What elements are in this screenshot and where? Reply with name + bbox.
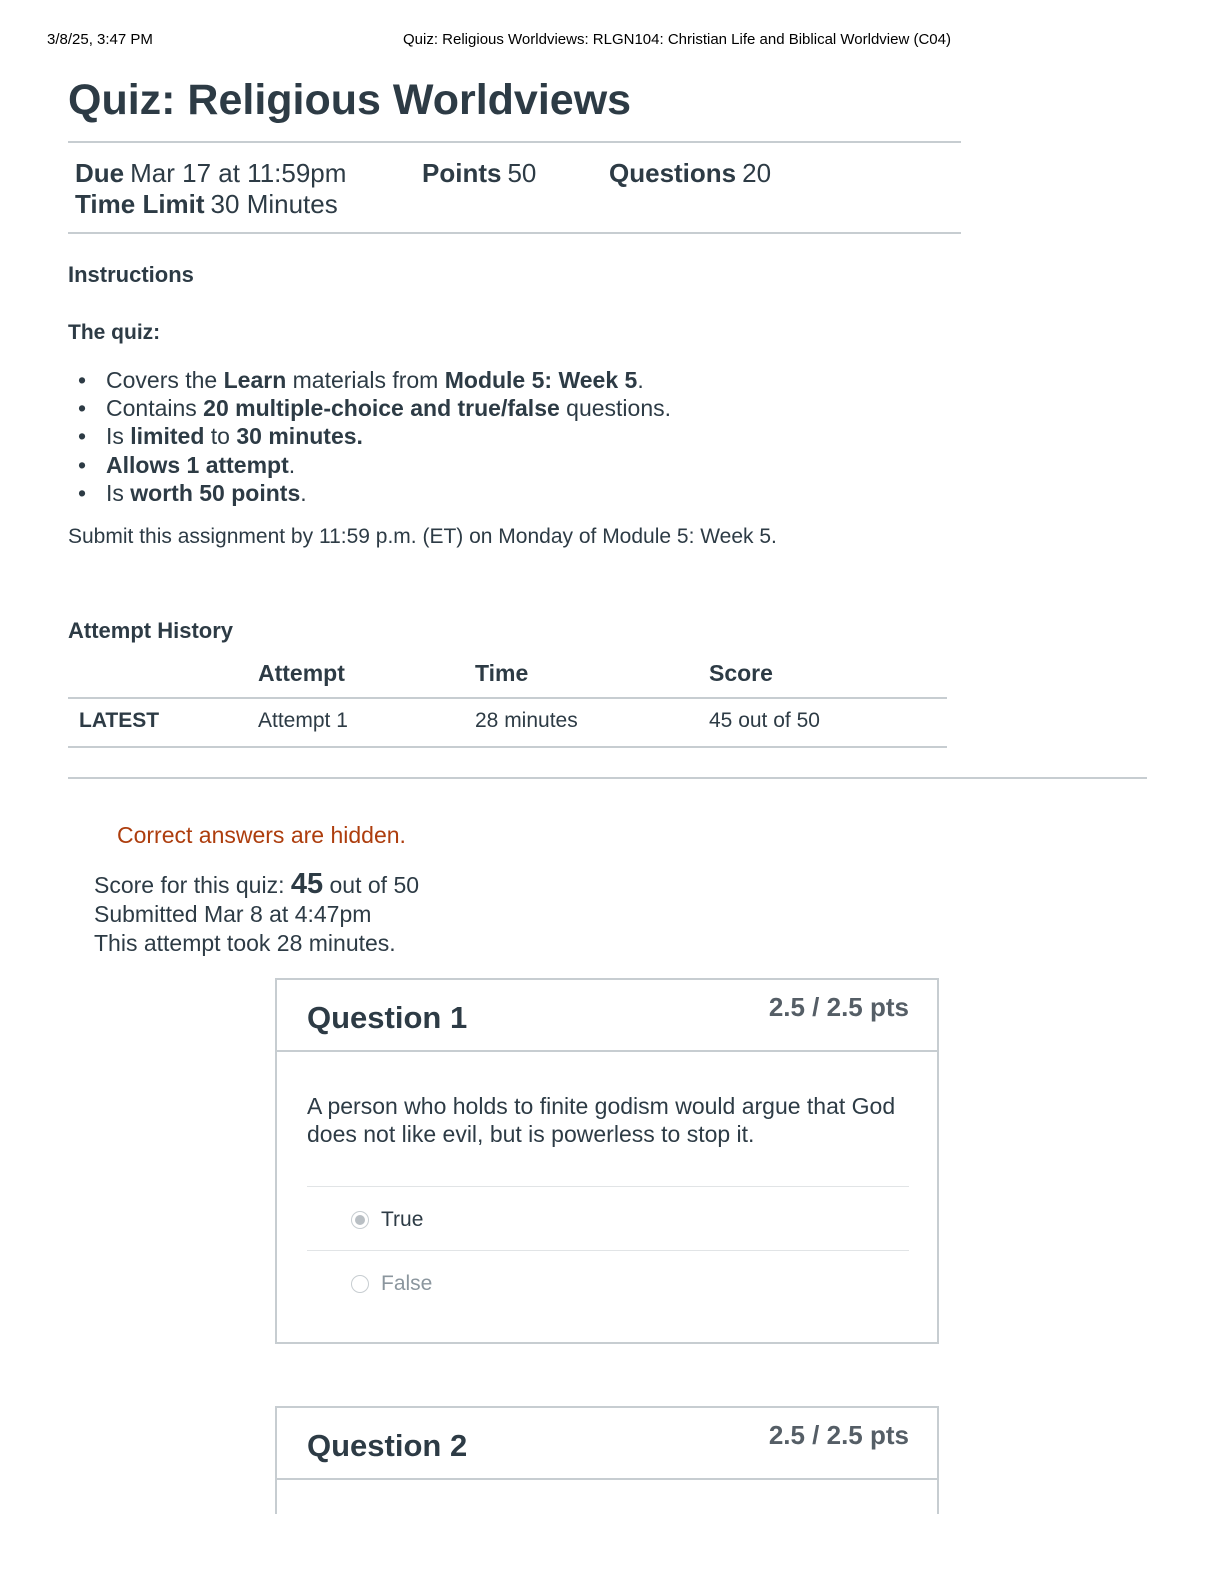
instructions-subheading: The quiz: [68,321,161,344]
questions-value: 20 [742,158,772,188]
question-count [609,157,771,189]
time-limit-label: Time Limit [75,189,205,219]
score-value: 45 [290,868,324,900]
radio-selected-icon[interactable] [351,1211,369,1229]
print-header [0,31,1224,51]
due-label: Due [75,158,125,188]
column-header-time: Time [475,660,529,686]
section-divider [68,777,1147,779]
latest-tag: LATEST [79,709,160,732]
correct-answers-hidden-notice: Correct answers are hidden. [117,822,406,848]
time-limit-value: 30 Minutes [210,189,338,219]
column-header-score: Score [709,660,773,686]
score-summary [94,870,419,958]
question-header [277,980,937,1052]
question-points: 2.5 / 2.5 pts [768,992,909,1022]
due-value: Mar 17 at 11:59pm [130,158,347,188]
column-header-attempt: Attempt [258,660,345,686]
table-row-divider [68,746,947,748]
attempt-time: 28 minutes [475,709,578,732]
instruction-item: • Covers the Learn materials from Module 5: Week 5. [78,366,671,394]
page-title: Quiz: Religious Worldviews [68,76,632,124]
instruction-item: • Is limited to 30 minutes. [78,422,671,450]
print-page-title: Quiz: Religious Worldviews: RLGN104: Christian Life and Biblical Worldview (C04) [403,31,951,48]
points-value: 50 [507,158,537,188]
radio-unselected-icon[interactable] [351,1275,369,1293]
instruction-item: • Allows 1 attempt. [78,451,671,479]
instruction-item: • Contains 20 multiple-choice and true/false questions. [78,394,671,422]
print-date: 3/8/25, 3:47 PM [47,31,153,48]
answer-false[interactable] [351,1272,432,1296]
question-title: Question 1 [307,1000,468,1035]
answer-divider [307,1186,909,1187]
time-limit [75,188,338,220]
attempt-link[interactable]: Attempt 1 [258,709,348,732]
question-card [275,978,939,1344]
instructions-list [78,366,671,507]
questions-label: Questions [609,158,737,188]
question-card [275,1406,939,1514]
question-text: A person who holds to finite godism would argue that God does not like evil, but is powerless to stop it. [307,1093,896,1147]
question-header [277,1408,937,1480]
answer-divider [307,1250,909,1251]
question-points: 2.5 / 2.5 pts [768,1420,909,1450]
points-label: Points [422,158,502,188]
question-title: Question 2 [307,1428,468,1463]
attempt-score: 45 out of 50 [709,709,820,732]
instruction-item: • Is worth 50 points. [78,479,671,507]
meta-divider [68,232,961,234]
answer-label: True [381,1208,424,1231]
quiz-score: Score for this quiz: 45 out of 50 [94,868,420,900]
attempt-history-heading: Attempt History [68,618,234,643]
points-total [422,157,536,189]
title-divider [68,141,961,143]
due-date [75,157,346,189]
attempt-duration: This attempt took 28 minutes. [94,930,396,956]
answer-true[interactable] [351,1208,423,1232]
submitted-time: Submitted Mar 8 at 4:47pm [94,901,372,927]
submit-note: Submit this assignment by 11:59 p.m. (ET) on Monday of Module 5: Week 5. [68,525,777,548]
table-header-divider [68,697,947,699]
answer-label: False [381,1272,433,1295]
instructions-heading: Instructions [68,262,194,287]
